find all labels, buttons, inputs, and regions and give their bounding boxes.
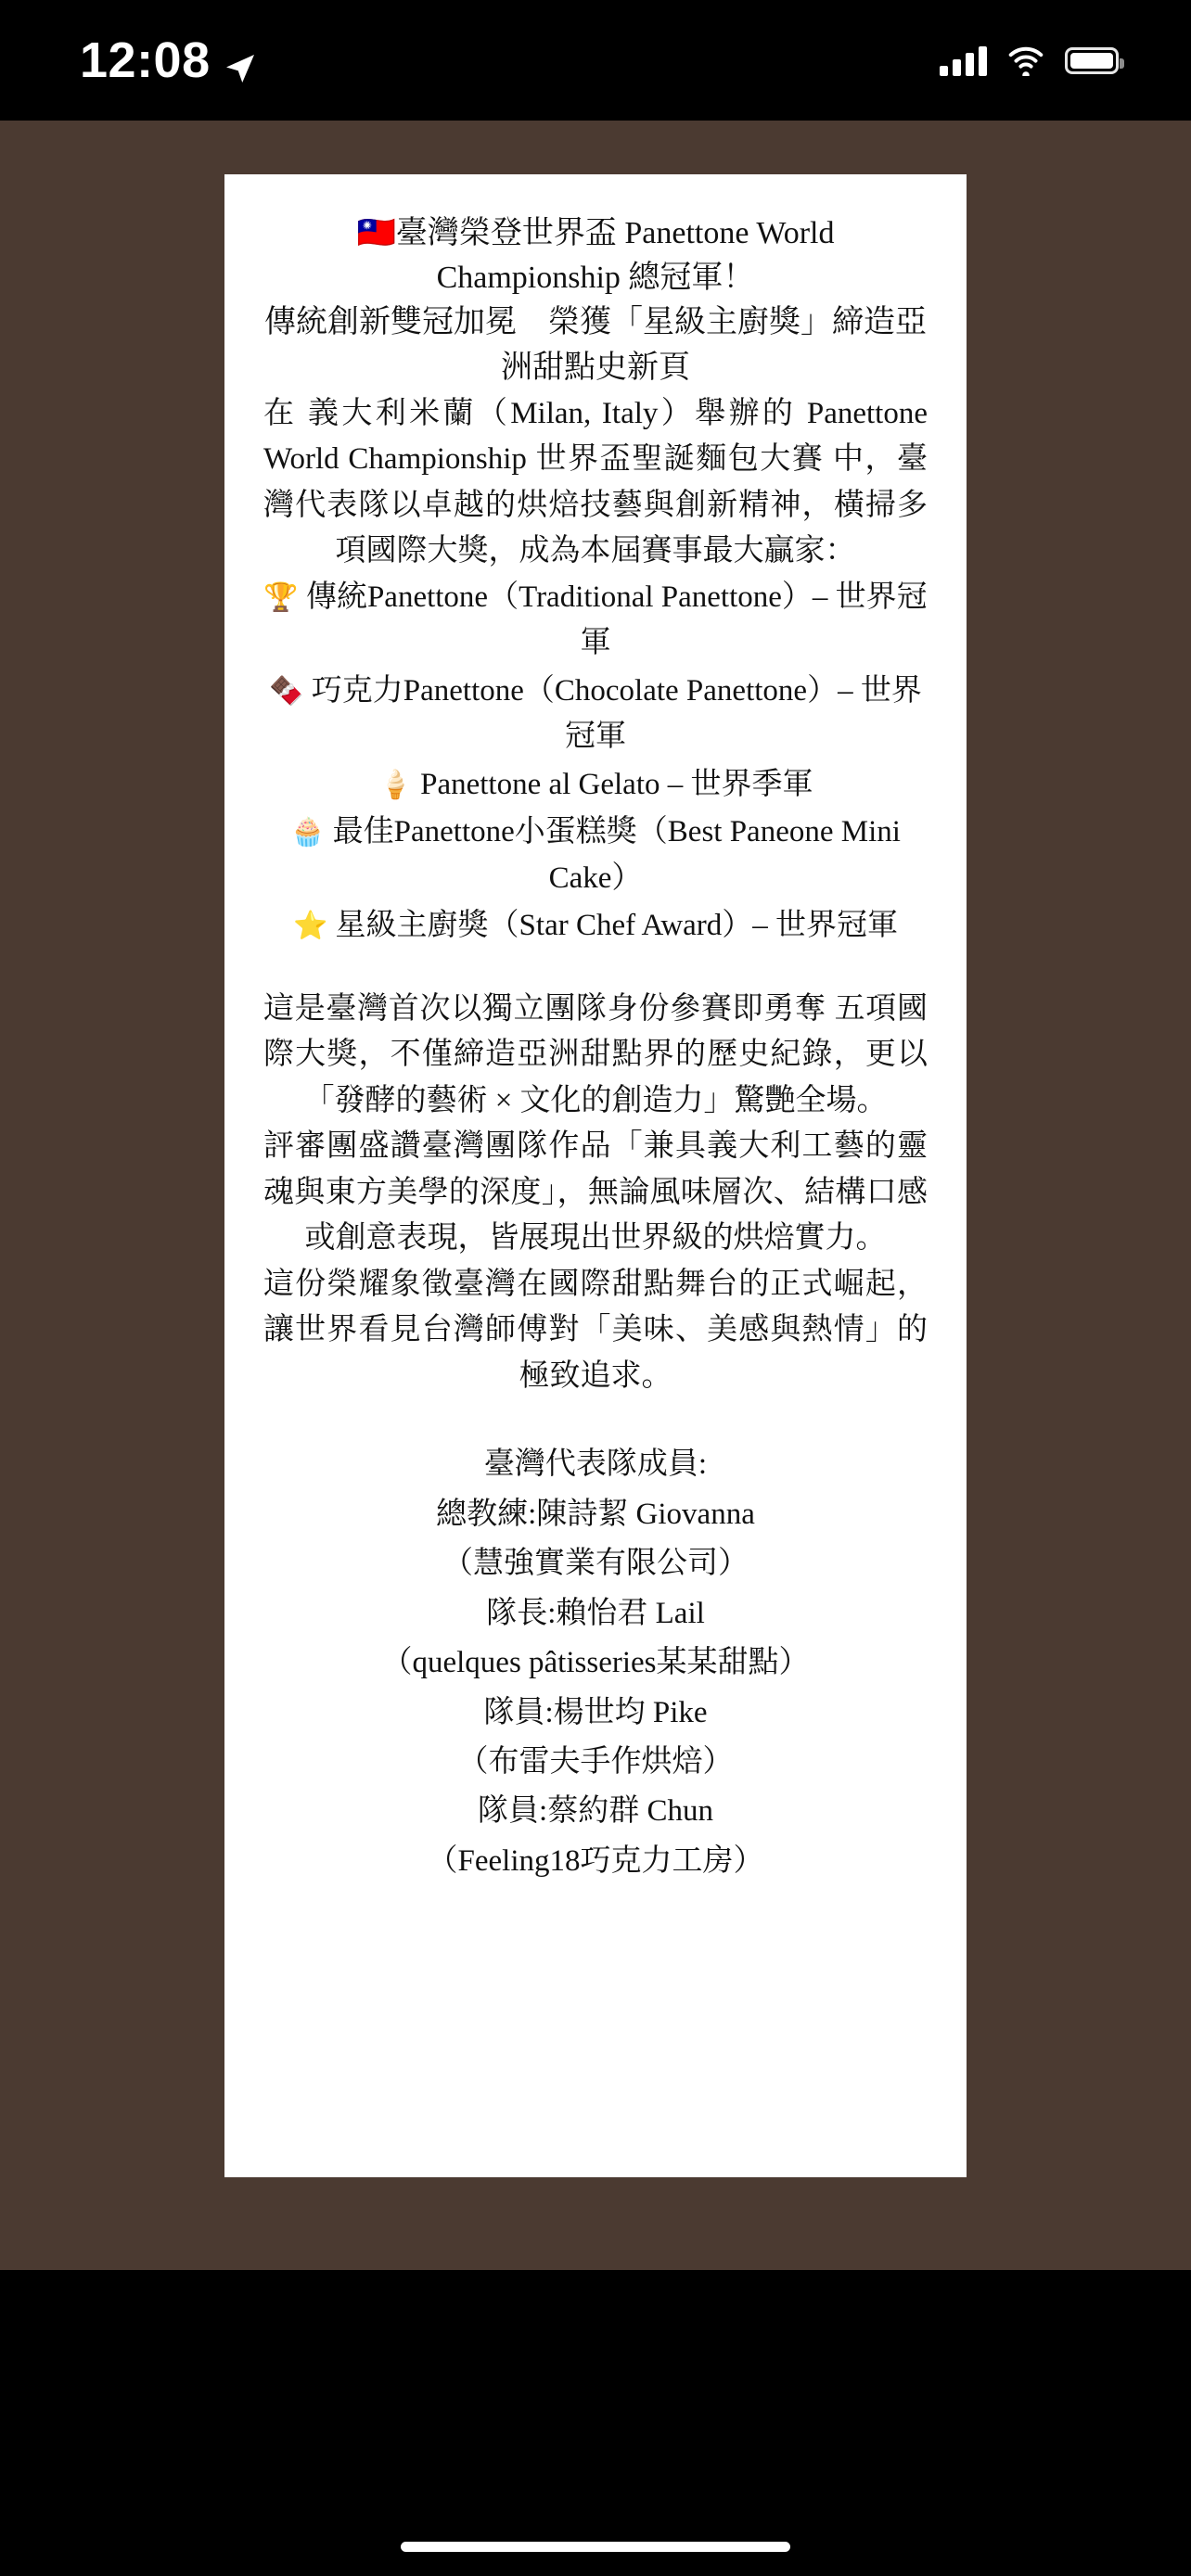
post-card — [224, 174, 967, 2177]
trophy-icon: 🏆 — [263, 580, 299, 614]
chocolate-icon: 🍫 — [269, 674, 304, 708]
list-item — [263, 903, 928, 950]
cellular-signal-icon — [940, 45, 987, 76]
status-bar — [0, 0, 1191, 121]
team-section — [263, 1440, 928, 1886]
award-label: 星級主廚獎（Star Chef Award）– 世界冠軍 — [335, 909, 899, 943]
content-area — [0, 121, 1191, 2270]
home-indicator[interactable] — [401, 2542, 790, 2552]
list-item — [263, 669, 928, 760]
team-member: 總教練:陳詩絜 Giovanna — [436, 1497, 755, 1531]
battery-icon — [1065, 47, 1119, 74]
post-paragraph-2: 評審團盛讚臺灣團隊作品「兼具義大利工藝的靈魂與東方美學的深度」，無論風味層次、結構口感或創意表現，皆展現出世界級的烘焙實力。 — [263, 1129, 928, 1256]
post-paragraph-1: 這是臺灣首次以獨立團隊身份參賽即勇奪 五項國際大獎，不僅締造亞洲甜點界的歷史紀錄，更以「發酵的藝術 × 文化的創造力」驚艷全場。 — [263, 991, 928, 1117]
location-arrow-icon — [224, 44, 257, 77]
star-icon: ⭐ — [292, 910, 328, 943]
team-member: （慧強實業有限公司） — [442, 1547, 749, 1581]
cupcake-icon: 🧁 — [290, 816, 326, 849]
icecream-icon: 🍦 — [378, 768, 413, 801]
team-member: （布雷夫手作烘焙） — [457, 1745, 734, 1779]
post-intro-paragraph: 在 義大利米蘭（Milan, Italy）舉辦的 Panettone World Championship 世界盃聖誕麵包大賽 中，臺灣代表隊以卓越的烘焙技藝與創新精神，橫掃多項國際大獎，成為本屆賽事最大贏家： — [263, 396, 928, 568]
team-member: 隊員:蔡約群 Chun — [478, 1794, 713, 1829]
status-time — [80, 32, 257, 88]
team-member: 隊長:賴怡君 Lail — [486, 1596, 705, 1630]
status-time-label: 12:08 — [80, 32, 211, 88]
post-heading: 🇹🇼臺灣榮登世界盃 Panettone World Championship 總冠軍！ — [356, 216, 835, 295]
award-label: 巧克力Panettone（Chocolate Panettone）– 世界冠軍 — [311, 673, 922, 754]
post-paragraph-3: 這份榮耀象徵臺灣在國際甜點舞台的正式崛起，讓世界看見台灣師傅對「美味、美感與熱情」的極致追求。 — [263, 1267, 928, 1393]
team-member: （Feeling18巧克力工房） — [427, 1843, 764, 1878]
award-label: 最佳Panettone小蛋糕獎（Best Paneone Mini Cake） — [332, 815, 901, 895]
list-item — [263, 810, 928, 901]
bottom-bar — [0, 2270, 1191, 2576]
award-label: Panettone al Gelato – 世界季軍 — [420, 767, 813, 801]
post-subheading: 傳統創新雙冠加冕 榮獲「星級主廚獎」締造亞洲甜點史新頁 — [264, 305, 927, 386]
team-member: 隊員:楊世均 Pike — [483, 1695, 708, 1729]
team-member: （quelques pâtisseries某某甜點） — [381, 1646, 810, 1680]
team-title: 臺灣代表隊成員: — [483, 1447, 708, 1482]
award-label: 傳統Panettone（Traditional Panettone）– 世界冠軍 — [305, 580, 928, 660]
award-list — [263, 575, 928, 950]
status-indicators — [940, 45, 1119, 76]
wifi-icon — [1005, 45, 1046, 76]
list-item — [263, 762, 928, 809]
list-item — [263, 575, 928, 667]
